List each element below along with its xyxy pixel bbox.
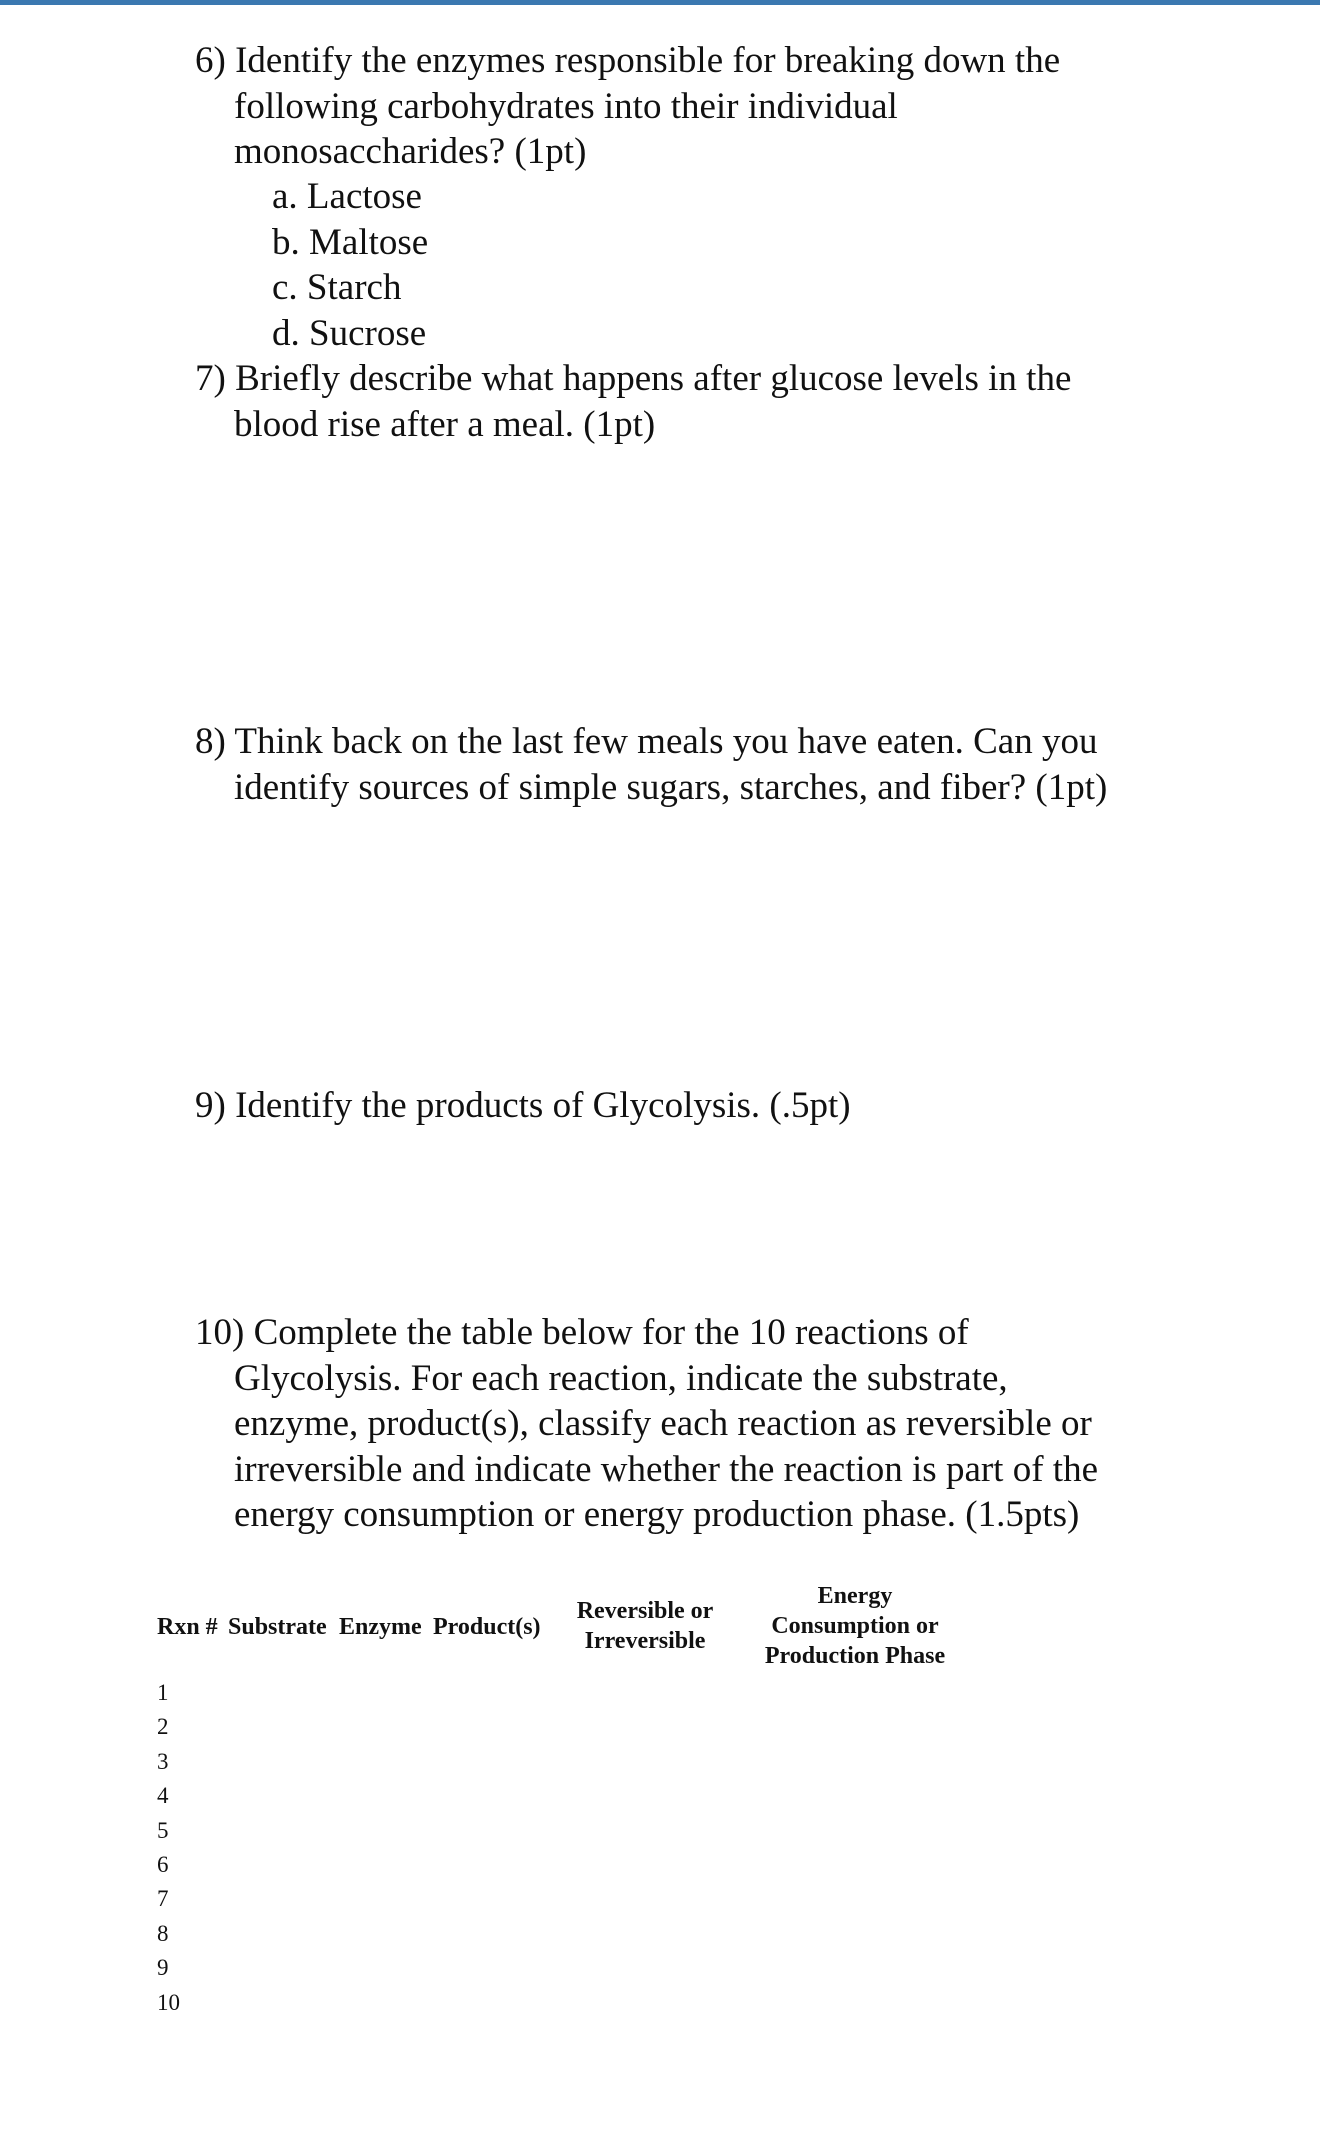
header-reversible (555, 1596, 735, 1656)
table-row: 4 (157, 1783, 169, 1809)
question-6-options (272, 174, 428, 356)
table-row: 5 (157, 1817, 169, 1843)
table-row: 8 (157, 1920, 169, 1946)
top-accent-bar (0, 0, 1320, 5)
table-row: 1 (157, 1680, 169, 1705)
header-products: Product(s) (433, 1614, 541, 1640)
question-6 (195, 38, 1195, 175)
table-row: 7 (157, 1886, 169, 1912)
question-7 (195, 356, 1195, 447)
reaction-number-column (157, 1676, 180, 2020)
option-maltose: b. Maltose (272, 221, 429, 263)
question-8 (195, 719, 1195, 810)
question-10-line: energy consumption or energy production phase. (1.5pts) (234, 1494, 1080, 1535)
header-enzyme: Enzyme (339, 1614, 422, 1640)
question-10-line: enzyme, product(s), classify each reaction as reversible or (234, 1403, 1092, 1444)
question-6-line: following carbohydrates into their individual (234, 85, 898, 127)
option-sucrose: d. Sucrose (272, 312, 427, 354)
question-9-line: 9) Identify the products of Glycolysis. (.5pt) (195, 1085, 851, 1126)
header-rxn-number: Rxn # (157, 1614, 218, 1640)
question-10-line: irreversible and indicate whether the reaction is part of the (234, 1448, 1098, 1490)
header-substrate: Substrate (228, 1614, 327, 1640)
table-row: 3 (157, 1748, 169, 1774)
option-starch: c. Starch (272, 267, 402, 308)
table-row: 6 (157, 1852, 169, 1878)
question-9 (195, 1083, 1195, 1129)
question-10-line: 10) Complete the table below for the 10 reactions of (195, 1312, 969, 1353)
question-7-line: 7) Briefly describe what happens after glucose levels in the (195, 358, 1072, 399)
question-10-line: Glycolysis. For each reaction, indicate the substrate, (234, 1357, 1008, 1399)
question-6-line: 6) Identify the enzymes responsible for breaking down the (195, 40, 1061, 81)
header-energy-phase (745, 1581, 965, 1671)
question-7-line: blood rise after a meal. (1pt) (234, 403, 656, 445)
question-6-line: monosaccharides? (1pt) (234, 131, 587, 172)
table-row: 9 (157, 1955, 169, 1981)
table-row: 10 (157, 1989, 180, 2015)
question-10 (195, 1310, 1195, 1538)
option-lactose: a. Lactose (272, 176, 422, 217)
header-reversible-line: Reversible or (576, 1598, 714, 1624)
header-energy-phase-line: Production Phase (764, 1643, 946, 1669)
question-8-line: identify sources of simple sugars, starches, and fiber? (1pt) (234, 766, 1108, 808)
header-energy-phase-line: Consumption or (771, 1613, 939, 1639)
header-reversible-line: Irreversible (584, 1628, 706, 1654)
question-8-line: 8) Think back on the last few meals you have eaten. Can you (195, 721, 1098, 762)
header-energy-phase-line: Energy (817, 1583, 893, 1609)
table-row: 2 (157, 1714, 169, 1740)
